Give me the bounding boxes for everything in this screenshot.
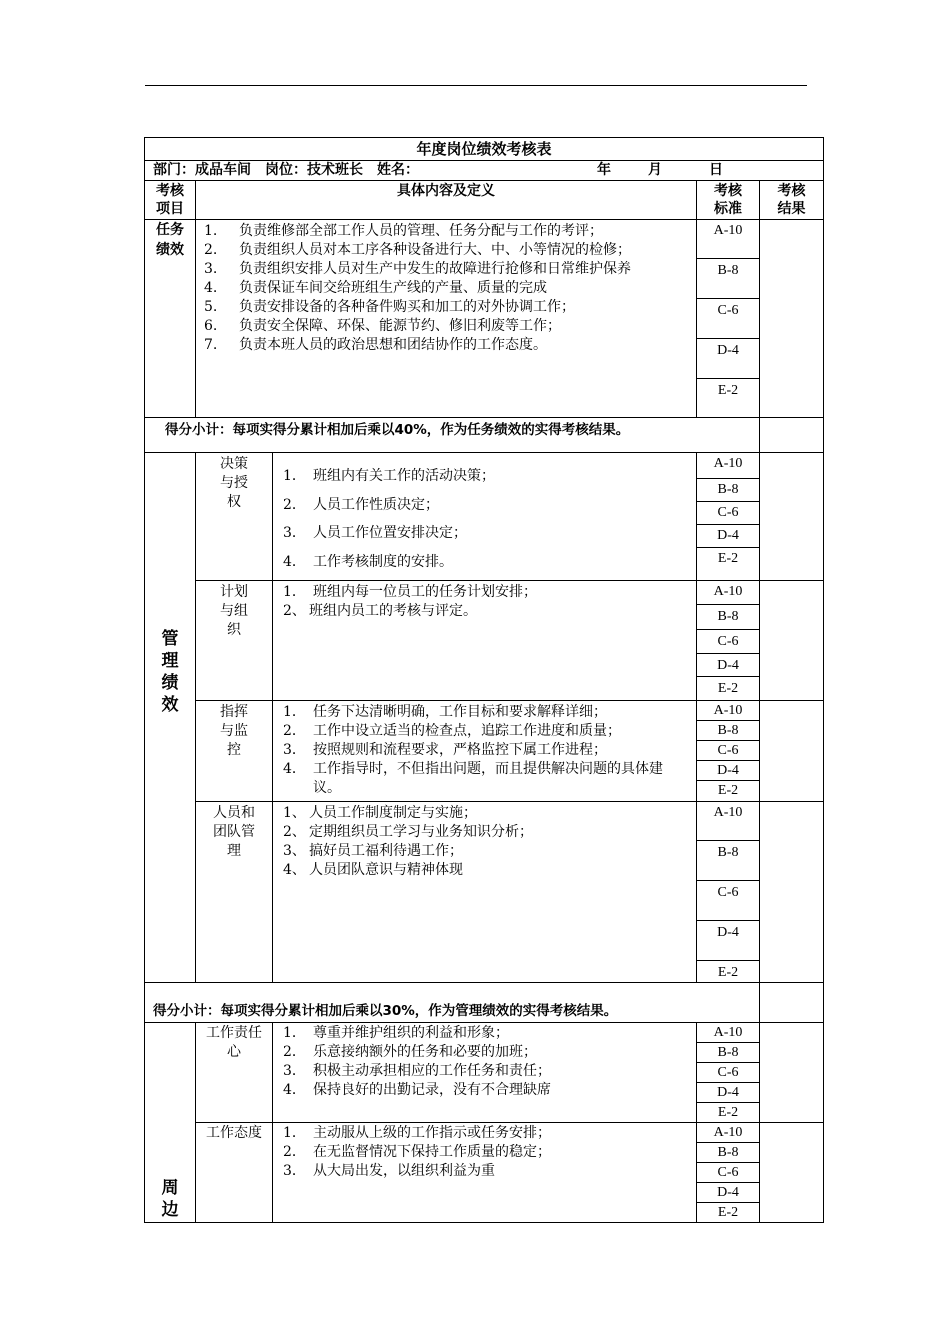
grade-c: C-6 (717, 1065, 739, 1080)
decision-grade-column (696, 452, 760, 581)
grade-d: D-4 (717, 343, 739, 358)
grade-e: E-2 (717, 383, 739, 398)
form-meta-row (144, 160, 824, 181)
grade-c: C-6 (717, 303, 739, 318)
list-item: 1、 人员工作制度制定与实施； (283, 805, 477, 821)
grade-b: B-8 (717, 609, 739, 624)
header-content: 具体内容及定义 (195, 180, 697, 220)
form-title: 年度岗位绩效考核表 (144, 137, 824, 161)
task-duty-list (204, 222, 686, 355)
list-item: 7. 负责本班人员的政治思想和团结协作的工作态度。 (204, 337, 547, 353)
list-item: 1. 负责维修部全部工作人员的管理、任务分配与工作的考评； (204, 223, 603, 239)
management-subtotal: 得分小计：每项实得分累计相加后乘以30%，作为管理绩效的实得考核结果。 (144, 982, 760, 1023)
list-item: 2． 工作中设立适当的检查点，追踪工作进度和质量； (283, 723, 621, 739)
list-item: 1． 尊重并维护组织的利益和形象； (283, 1025, 509, 1041)
list-item: 3． 人员工作位置安排决定； (283, 525, 467, 541)
list-item: 2、 班组内员工的考核与评定。 (283, 603, 477, 619)
staff-grade-column (696, 801, 760, 983)
attitude-list (283, 1124, 688, 1181)
list-item: 1． 班组内有关工作的活动决策； (283, 468, 495, 484)
list-item: 2． 乐意接纳额外的任务和必要的加班； (283, 1044, 537, 1060)
section-decision-content (272, 452, 697, 581)
grade-d: D-4 (717, 925, 739, 940)
section-attitude-content (272, 1122, 697, 1223)
planning-grade-column (696, 580, 760, 701)
grade-e: E-2 (717, 551, 739, 566)
list-item: 3． 按照规则和流程要求，严格监控下属工作进程； (283, 742, 607, 758)
grade-a: A-10 (713, 805, 743, 820)
list-item: 1． 主动服从上级的工作指示或任务安排； (283, 1125, 551, 1141)
list-item: 6. 负责安全保障、环保、能源节约、修旧利废等工作； (204, 318, 561, 334)
staff-list (283, 804, 688, 880)
date-month: 月 (648, 162, 662, 178)
staff-result-cell[interactable] (759, 801, 824, 983)
list-item: 3、 搞好员工福利待遇工作； (283, 843, 463, 859)
list-item: 1． 任务下达清晰明确，工作目标和要求解释详细； (283, 704, 607, 720)
grade-e: E-2 (717, 783, 739, 798)
section-planning-organization: 计划与组织 (195, 580, 273, 701)
section-attitude: 工作态度 (195, 1122, 273, 1223)
responsibility-grade-column (696, 1022, 760, 1123)
grade-d: D-4 (717, 1085, 739, 1100)
grade-b: B-8 (717, 1145, 739, 1160)
grade-d: D-4 (717, 763, 739, 778)
grade-a: A-10 (713, 703, 743, 718)
list-item: 4． 工作指导时，不但指出问题，而且提供解决问题的具体建议。 (283, 761, 663, 796)
grade-a: A-10 (713, 456, 743, 471)
management-performance-label: 管理绩效 (144, 452, 196, 983)
attitude-result-cell[interactable] (759, 1122, 824, 1223)
header-rule (145, 85, 807, 86)
task-performance-label: 任务绩效 (144, 219, 196, 418)
grade-c: C-6 (717, 1165, 739, 1180)
list-item: 2． 人员工作性质决定； (283, 496, 439, 513)
command-result-cell[interactable] (759, 700, 824, 802)
section-responsibility: 工作责任心 (195, 1022, 273, 1123)
list-item: 4． 保持良好的出勤记录，没有不合理缺席 (283, 1082, 551, 1098)
grade-e: E-2 (717, 1205, 739, 1220)
section-decision-authorization: 决策与授权 (195, 452, 273, 581)
department-position-name: 部门：成品车间 岗位：技术班长 姓名： (153, 162, 419, 178)
peripheral-performance-label: 周边 (144, 1022, 196, 1223)
grade-a: A-10 (713, 223, 743, 238)
list-item: 3． 从大局出发，以组织利益为重 (283, 1163, 495, 1179)
section-command-control: 指挥与监控 (195, 700, 273, 802)
section-staff-content (272, 801, 697, 983)
section-responsibility-content (272, 1022, 697, 1123)
task-performance-content (195, 219, 697, 418)
grade-c: C-6 (717, 885, 739, 900)
decision-result-cell[interactable] (759, 452, 824, 581)
grade-b: B-8 (717, 723, 739, 738)
list-item: 4、 人员团队意识与精神体现 (283, 862, 463, 878)
grade-c: C-6 (717, 634, 739, 649)
decision-list (283, 462, 688, 576)
grade-d: D-4 (717, 528, 739, 543)
planning-result-cell[interactable] (759, 580, 824, 701)
header-standard: 考核标准 (696, 180, 760, 220)
management-subtotal-result-cell[interactable] (759, 982, 824, 1023)
responsibility-result-cell[interactable] (759, 1022, 824, 1123)
list-item: 1． 班组内每一位员工的任务计划安排； (283, 584, 537, 600)
grade-a: A-10 (713, 1125, 743, 1140)
grade-e: E-2 (717, 965, 739, 980)
task-subtotal: 得分小计：每项实得分累计相加后乘以40%，作为任务绩效的实得考核结果。 (144, 417, 760, 453)
grade-d: D-4 (717, 1185, 739, 1200)
command-list (283, 703, 688, 798)
grade-e: E-2 (717, 1105, 739, 1120)
list-item: 2． 在无监督情况下保持工作质量的稳定； (283, 1144, 551, 1160)
appraisal-form (144, 137, 824, 1223)
list-item: 4. 负责保证车间交给班组生产线的产量、质量的完成 (204, 280, 547, 296)
responsibility-list (283, 1024, 688, 1100)
section-staff-team: 人员和团队管理 (195, 801, 273, 983)
list-item: 5. 负责安排设备的各种备件购买和加工的对外协调工作； (204, 299, 575, 315)
task-grade-column (696, 219, 760, 418)
grade-a: A-10 (713, 584, 743, 599)
date-year: 年 (597, 162, 611, 178)
command-grade-column (696, 700, 760, 802)
list-item: 3． 积极主动承担相应的工作任务和责任； (283, 1063, 551, 1079)
list-item: 2、 定期组织员工学习与业务知识分析； (283, 824, 533, 840)
grade-d: D-4 (717, 658, 739, 673)
grade-c: C-6 (717, 743, 739, 758)
header-result: 考核结果 (759, 180, 824, 220)
list-item: 3. 负责组织安排人员对生产中发生的故障进行抢修和日常维护保养 (204, 261, 631, 277)
planning-list (283, 583, 688, 621)
date-day: 日 (709, 162, 723, 178)
task-subtotal-result-cell[interactable] (759, 417, 824, 453)
task-result-cell[interactable] (759, 219, 824, 418)
grade-b: B-8 (717, 1045, 739, 1060)
attitude-grade-column (696, 1122, 760, 1223)
grade-c: C-6 (717, 505, 739, 520)
grade-b: B-8 (717, 845, 739, 860)
grade-e: E-2 (717, 681, 739, 696)
list-item: 4． 工作考核制度的安排。 (283, 553, 453, 570)
grade-b: B-8 (717, 263, 739, 278)
section-command-content (272, 700, 697, 802)
header-item: 考核项目 (144, 180, 196, 220)
list-item: 2. 负责组织人员对本工序各种设备进行大、中、小等情况的检修； (204, 242, 631, 258)
section-planning-content (272, 580, 697, 701)
grade-b: B-8 (717, 482, 739, 497)
grade-a: A-10 (713, 1025, 743, 1040)
